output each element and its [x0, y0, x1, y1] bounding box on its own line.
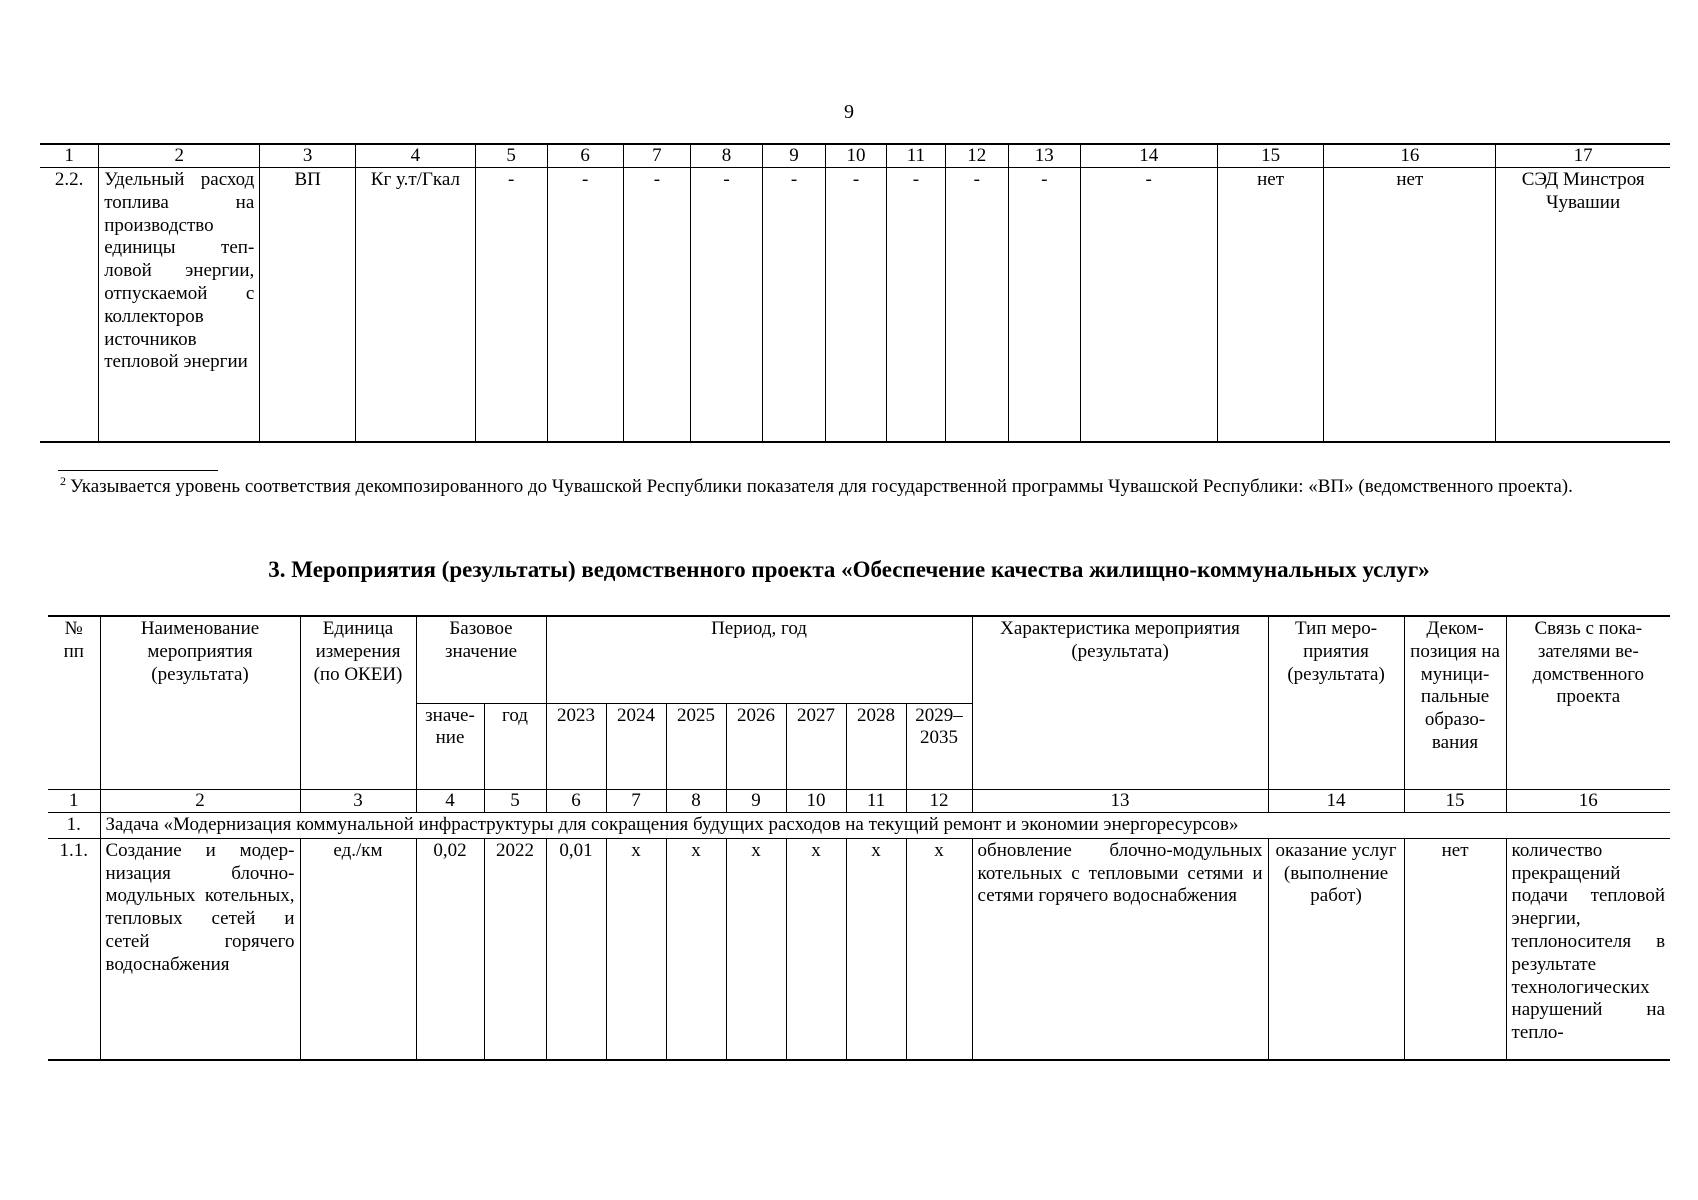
year-value: x: [726, 838, 786, 1060]
column-number: 16: [1506, 790, 1670, 813]
footnote-text: Указывается уровень соответствия декомпозированного до Чувашской Республики показателя для государственной программы Чувашской Республики: «ВП» (ведомственного проекта).: [70, 476, 1573, 497]
header-base-value: значение: [416, 703, 484, 789]
year-value: x: [606, 838, 666, 1060]
header-year: 2025: [666, 703, 726, 789]
column-number: 14: [1080, 144, 1217, 168]
column-number: 12: [945, 144, 1008, 168]
header-year: 2023: [546, 703, 606, 789]
column-number: 4: [356, 144, 476, 168]
column-number: 10: [786, 790, 846, 813]
column-number: 13: [972, 790, 1268, 813]
header-year: 2028: [846, 703, 906, 789]
column-number: 10: [826, 144, 887, 168]
year-value: 0,01: [546, 838, 606, 1060]
indicator-level: ВП: [260, 168, 356, 443]
column-number: 2: [100, 790, 300, 813]
column-number: 15: [1404, 790, 1506, 813]
measure-link: количество прекращений подачи тепловой энергии, теплоносителя в результате технологических нарушений на тепло-: [1506, 838, 1670, 1060]
column-number-row: [48, 790, 1670, 813]
section-title: 3. Мероприятия (результаты) ведомственного проекта «Обеспечение качества жилищно-коммунальных услуг»: [268, 557, 1430, 582]
column-number: 1: [48, 790, 100, 813]
task-number: 1.: [48, 813, 100, 839]
header-base: Базовое значение: [416, 616, 546, 703]
measure-decomposition: нет: [1404, 838, 1506, 1060]
table-cell: -: [886, 168, 945, 443]
table-cell: -: [475, 168, 547, 443]
base-year: 2022: [484, 838, 546, 1060]
column-number: 9: [726, 790, 786, 813]
year-value: x: [846, 838, 906, 1060]
column-number: 11: [846, 790, 906, 813]
task-row: [48, 813, 1670, 839]
column-number: 6: [546, 790, 606, 813]
table-cell: нет: [1217, 168, 1324, 443]
column-number: 17: [1496, 144, 1670, 168]
table-row: [40, 168, 1670, 443]
year-value: x: [666, 838, 726, 1060]
header-period: Период, год: [546, 616, 972, 703]
table-cell: -: [691, 168, 763, 443]
table-cell: -: [826, 168, 887, 443]
column-number: 7: [606, 790, 666, 813]
year-value: x: [906, 838, 972, 1060]
header-unit: Единица измерения (по ОКЕИ): [300, 616, 416, 790]
measure-name: Создание и модернизация блочно-модульных котельных, тепловых сетей и сетей горячего водоснабжения: [100, 838, 300, 1060]
column-number: 3: [300, 790, 416, 813]
header-row: [48, 616, 1670, 703]
column-number: 5: [475, 144, 547, 168]
row-number: 2.2.: [40, 168, 99, 443]
measure-type: оказание услуг (выполнение работ): [1268, 838, 1404, 1060]
information-system: СЭД Минстроя Чувашии: [1496, 168, 1670, 443]
column-number: 6: [547, 144, 623, 168]
indicator-unit: Кг у.т/Гкал: [356, 168, 476, 443]
header-year: 2024: [606, 703, 666, 789]
column-number: 8: [666, 790, 726, 813]
table-cell: -: [762, 168, 825, 443]
page-number: 9: [844, 101, 854, 123]
table-cell: -: [1008, 168, 1080, 443]
table-cell: нет: [1324, 168, 1496, 443]
row-number: 1.1.: [48, 838, 100, 1060]
table-cell: -: [547, 168, 623, 443]
column-number: 4: [416, 790, 484, 813]
column-number: 12: [906, 790, 972, 813]
table-row: [48, 838, 1670, 1060]
column-number: 5: [484, 790, 546, 813]
header-num: № пп: [48, 616, 100, 790]
column-number: 1: [40, 144, 99, 168]
header-year: 2027: [786, 703, 846, 789]
column-number: 15: [1217, 144, 1324, 168]
year-value: x: [786, 838, 846, 1060]
column-number: 16: [1324, 144, 1496, 168]
table-cell: -: [1080, 168, 1217, 443]
footnote: [60, 474, 1650, 500]
column-number: 9: [762, 144, 825, 168]
measures-table: [48, 615, 1670, 1061]
header-year: 2026: [726, 703, 786, 789]
header-link: Связь с показателями ведомственного проекта: [1506, 616, 1670, 790]
column-number: 11: [886, 144, 945, 168]
column-number-row: [40, 144, 1670, 168]
indicators-table: [40, 143, 1670, 443]
header-type: Тип мероприятия (результата): [1268, 616, 1404, 790]
header-year: 2029–2035: [906, 703, 972, 789]
task-text: Задача «Модернизация коммунальной инфраструктуры для сокращения будущих расходов на текущий ремонт и экономии энергоресурсов»: [100, 813, 1670, 839]
header-characteristic: Характеристика мероприятия (результата): [972, 616, 1268, 790]
column-number: 2: [99, 144, 260, 168]
header-decomposition: Декомпозиция на муниципальные образования: [1404, 616, 1506, 790]
table-cell: -: [623, 168, 690, 443]
column-number: 13: [1008, 144, 1080, 168]
column-number: 14: [1268, 790, 1404, 813]
indicator-name: Удельный расход топлива на производство единицы тепловой энергии, отпускаемой с коллекторов источников тепловой энергии: [99, 168, 260, 443]
header-name: Наименование мероприятия (результата): [100, 616, 300, 790]
column-number: 7: [623, 144, 690, 168]
table-cell: -: [945, 168, 1008, 443]
footnote-mark: 2: [60, 473, 66, 488]
base-value: 0,02: [416, 838, 484, 1060]
footnote-divider: [58, 470, 218, 471]
header-base-year: год: [484, 703, 546, 789]
measure-characteristic: обновление блочно-модульных котельных с тепловыми сетями и сетями горячего водоснабжения: [972, 838, 1268, 1060]
column-number: 8: [691, 144, 763, 168]
measure-unit: ед./км: [300, 838, 416, 1060]
column-number: 3: [260, 144, 356, 168]
